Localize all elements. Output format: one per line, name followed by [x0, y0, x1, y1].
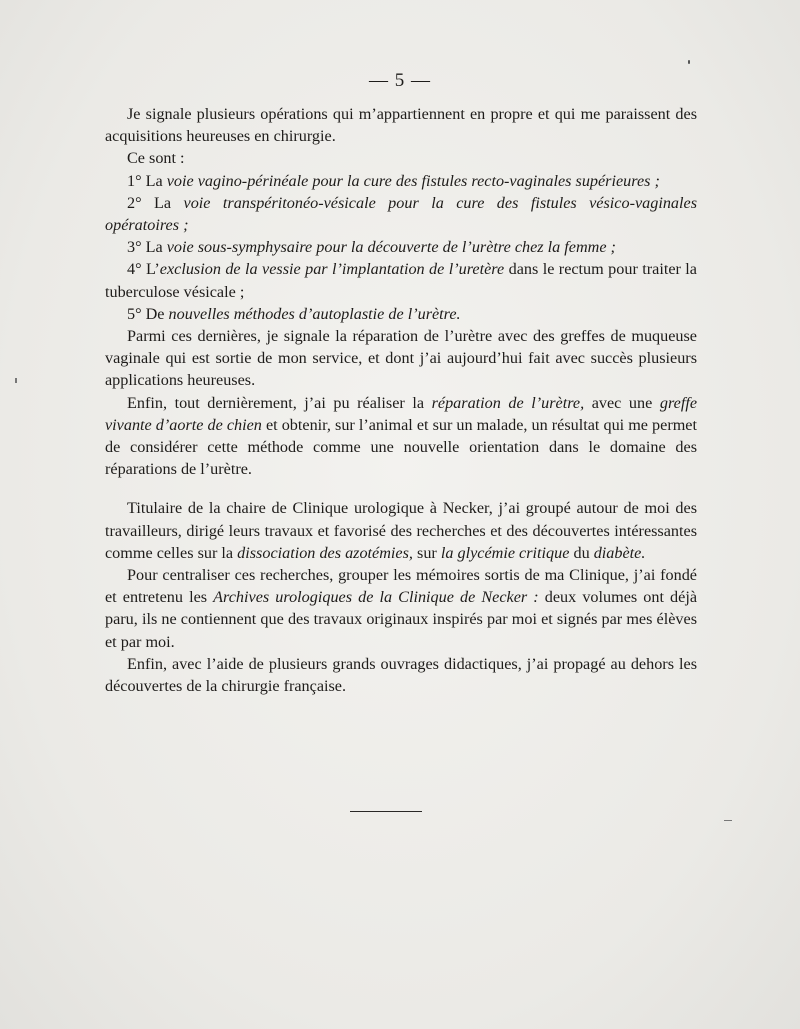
- text-run: Ce sont :: [127, 149, 185, 168]
- text-run: Enfin, tout dernièrement, j’ai pu réaliser la: [127, 393, 432, 412]
- text-run: 1° La: [127, 171, 167, 190]
- italic-text: voie vagino-périnéale pour la cure des fistules recto-vaginales supérieures ;: [166, 171, 660, 190]
- italic-text: Archives urologiques de la Clinique de Necker :: [213, 588, 539, 607]
- paragraph: [105, 497, 697, 564]
- text-run: 3° La: [127, 238, 167, 257]
- paragraph: [105, 192, 697, 236]
- text-run: Je signale plusieurs opérations qui m’appartiennent en propre et qui me paraissent des acquisitions heureuses en chirurgie.: [105, 105, 697, 146]
- italic-text: diabète.: [593, 543, 646, 562]
- italic-text: dissociation des azotémies,: [237, 543, 413, 562]
- text-run: deux volumes ont déjà paru, ils ne contiennent que des travaux originaux inspirés par moi et signés par mes élèves et par moi.: [105, 588, 698, 651]
- paragraph: [105, 258, 697, 302]
- paper-speck: [15, 378, 17, 383]
- text-run: avec une: [584, 393, 660, 412]
- text-run: Pour centraliser ces recherches, grouper les mémoires sortis de ma Clinique, j’ai fondé et entretenu les: [105, 566, 697, 607]
- text-run: Titulaire de la chaire de Clinique urologique à Necker, j’ai groupé autour de moi des travailleurs, dirigé leurs travaux et favorisé des recherches et des découvertes intéressantes comme celles sur la: [105, 499, 697, 562]
- paragraph: [105, 103, 697, 147]
- paragraph: [105, 653, 697, 697]
- body-text: [105, 103, 697, 697]
- text-run: du: [569, 543, 594, 562]
- italic-text: nouvelles méthodes d’autoplastie de l’urètre.: [168, 304, 461, 323]
- italic-text: voie sous-symphysaire pour la découverte de l’urètre chez la femme ;: [166, 238, 616, 257]
- text-run: Enfin, avec l’aide de plusieurs grands ouvrages didactiques, j’ai propagé au dehors les découvertes de la chirurgie française.: [105, 654, 697, 696]
- closing-rule: [350, 811, 422, 812]
- text-run: sur: [412, 543, 441, 562]
- paper-speck: [688, 60, 690, 64]
- italic-text: la glycémie critique: [440, 543, 570, 562]
- paper-speck: [724, 820, 732, 821]
- text-run: et obtenir, sur l’animal et sur un malade, un résultat qui me permet de considérer cette méthode comme une nouvelle orientation dans le domaine des réparations de l’urètre.: [105, 415, 697, 479]
- italic-text: exclusion de la vessie par l’implantation de l’uretère: [159, 260, 505, 279]
- paragraph: [105, 564, 697, 653]
- paragraph: [105, 392, 697, 481]
- italic-text: greffe vivante d’aorte de chien: [105, 393, 698, 434]
- text-run: Parmi ces dernières, je signale la réparation de l’urètre avec des greffes de muqueuse vaginale qui est sortie de mon service, et dont j’ai aujourd’hui fait avec succès plusieurs applications heureuses.: [105, 327, 697, 390]
- text-run: dans le rectum pour traiter la tuberculose vésicale ;: [105, 260, 697, 301]
- page-number: — 5 —: [369, 70, 431, 91]
- paragraph: [105, 325, 697, 392]
- paragraph: [105, 236, 697, 258]
- italic-text: réparation de l’urètre,: [431, 393, 585, 412]
- text-run: 5° De: [127, 304, 169, 323]
- paragraph: [105, 147, 697, 169]
- text-run: 4° L’: [127, 260, 160, 279]
- paragraph: [105, 170, 697, 192]
- italic-text: voie transpéritonéo-vésicale pour la cure des fistules vésico-vaginales opératoires ;: [105, 193, 697, 235]
- paragraph: [105, 303, 697, 325]
- text-run: 2° La: [127, 193, 184, 212]
